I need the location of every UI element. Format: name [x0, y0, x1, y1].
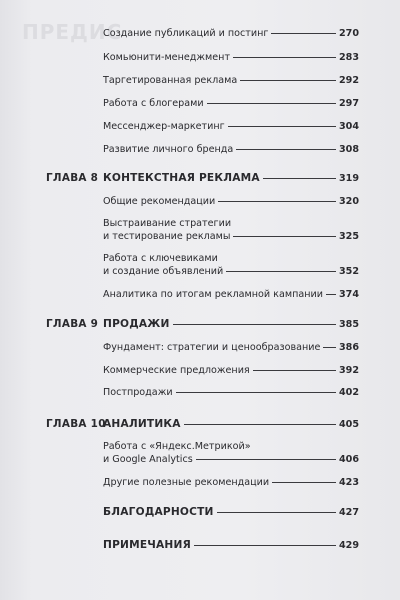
- back-matter-title: БЛАГОДАРНОСТИ: [103, 506, 214, 518]
- dot-leader: [263, 178, 336, 179]
- toc-entry-title: и создание объявлений: [103, 266, 224, 277]
- dot-leader: [271, 33, 336, 34]
- chapter-title: КОНТЕКСТНАЯ РЕКЛАМА: [103, 172, 260, 184]
- dot-leader: [184, 424, 336, 425]
- dot-leader: [233, 236, 336, 237]
- toc-entry-page: 320: [338, 196, 359, 207]
- toc-entry-title: Аналитика по итогам рекламной кампании: [103, 289, 323, 300]
- toc-entry-title-line: Работа с ключевиками: [103, 253, 218, 264]
- dot-leader: [228, 126, 336, 127]
- toc-entry-page: 304: [338, 121, 359, 132]
- toc-entry: [103, 195, 359, 208]
- toc-entry-title-line: Выстраивание стратегии: [103, 218, 232, 229]
- dot-leader: [323, 347, 336, 348]
- toc-entry-page: 386: [338, 342, 359, 353]
- dot-leader: [233, 57, 336, 58]
- toc-entry-page: 308: [338, 144, 359, 155]
- back-matter-title: ПРИМЕЧАНИЯ: [103, 539, 191, 551]
- toc-entry-page: 270: [338, 28, 359, 39]
- dot-leader: [218, 201, 336, 202]
- chapter-label: ГЛАВА 9: [46, 318, 99, 330]
- back-matter-page: 429: [338, 540, 359, 551]
- dot-leader: [253, 370, 336, 371]
- toc-entry-page: 292: [338, 75, 359, 86]
- dot-leader: [326, 294, 336, 295]
- toc-entry: [103, 341, 359, 354]
- chapter-heading: [103, 172, 359, 185]
- chapter-title: АНАЛИТИКА: [103, 418, 181, 430]
- toc-entry-page: 402: [338, 387, 359, 398]
- toc-entry-title: Общие рекомендации: [103, 196, 216, 207]
- toc-entry: [103, 120, 359, 133]
- chapter-heading: [103, 418, 359, 431]
- toc-entry: [103, 364, 359, 377]
- chapter-title: ПРОДАЖИ: [103, 318, 170, 330]
- toc-entry-page: 374: [338, 289, 359, 300]
- dot-leader: [240, 80, 336, 81]
- dot-leader: [217, 512, 336, 513]
- toc-entry-page: 325: [338, 231, 359, 242]
- toc-entry: [103, 217, 359, 243]
- toc-entry-title: Комьюнити-менеджмент: [103, 52, 231, 63]
- toc-entry-title: и тестирование рекламы: [103, 231, 231, 242]
- toc-entry: [103, 476, 359, 489]
- toc-entry-page: 423: [338, 477, 359, 488]
- toc-entry: [103, 440, 359, 466]
- toc-entry-title: Коммерческие предложения: [103, 365, 250, 376]
- back-matter-heading: [103, 506, 359, 519]
- toc-entry-page: 406: [338, 454, 359, 465]
- toc-entry: [103, 97, 359, 110]
- toc-entry-page: 283: [338, 52, 359, 63]
- chapter-label: ГЛАВА 10: [46, 418, 106, 430]
- back-matter-page: 427: [338, 507, 359, 518]
- toc-entry-title: Таргетированная реклама: [103, 75, 238, 86]
- toc-entry-title: и Google Analytics: [103, 454, 193, 465]
- dot-leader: [226, 271, 336, 272]
- toc-entry-title-line: Работа с «Яндекс.Метрикой»: [103, 441, 251, 452]
- dot-leader: [173, 324, 336, 325]
- toc-entry: [103, 27, 359, 40]
- chapter-page: 385: [338, 319, 359, 330]
- toc-entry-title: Другие полезные рекомендации: [103, 477, 270, 488]
- chapter-page: 319: [338, 173, 359, 184]
- toc-entry-page: 297: [338, 98, 359, 109]
- toc-entry-title: Постпродажи: [103, 387, 173, 398]
- dot-leader: [272, 482, 336, 483]
- toc-entry: [103, 51, 359, 64]
- back-matter-heading: [103, 539, 359, 552]
- dot-leader: [176, 392, 336, 393]
- toc-entry-page: 392: [338, 365, 359, 376]
- toc-entry: [103, 143, 359, 156]
- chapter-page: 405: [338, 419, 359, 430]
- chapter-heading: [103, 318, 359, 331]
- dot-leader: [194, 545, 336, 546]
- toc-entry: [103, 74, 359, 87]
- toc-entry: [103, 386, 359, 399]
- toc-entry-title: Создание публикаций и постинг: [103, 28, 269, 39]
- dot-leader: [196, 459, 336, 460]
- toc-entry: [103, 252, 359, 278]
- toc-entry-title: Развитие личного бренда: [103, 144, 234, 155]
- toc-entry-title: Фундамент: стратегии и ценообразование: [103, 342, 321, 353]
- toc-entry-page: 352: [338, 266, 359, 277]
- toc-entry-title: Работа с блогерами: [103, 98, 204, 109]
- dot-leader: [236, 149, 336, 150]
- bleed-through-heading: ПРЕДИС: [22, 20, 123, 44]
- toc-entry-title: Мессенджер-маркетинг: [103, 121, 225, 132]
- chapter-label: ГЛАВА 8: [46, 172, 99, 184]
- dot-leader: [207, 103, 336, 104]
- toc-entry: [103, 288, 359, 301]
